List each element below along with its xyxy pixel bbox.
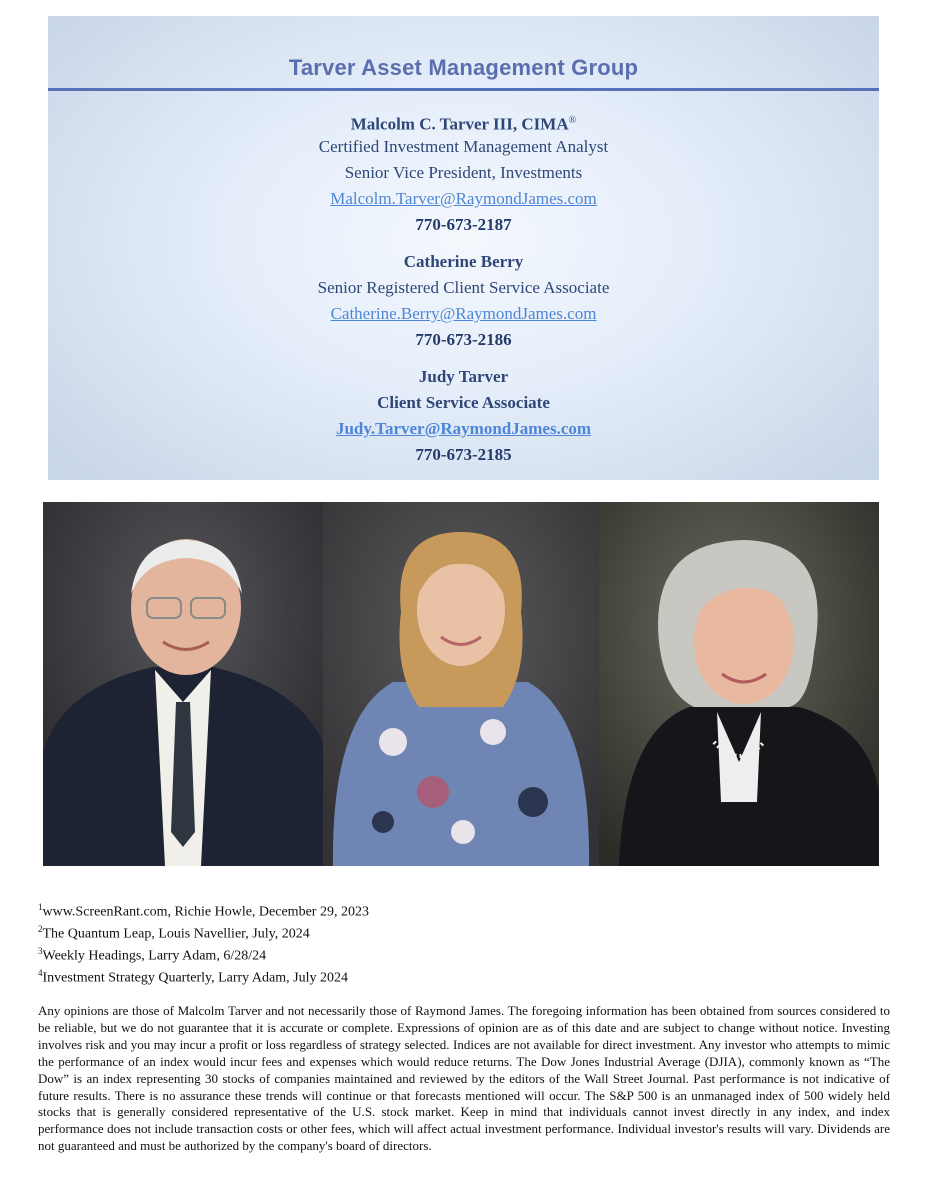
contact-title: Certified Investment Management Analyst [318,137,609,156]
contact-email-link[interactable]: Judy.Tarver@RaymondJames.com [335,419,592,438]
footnote-item: $^3$Weekly Headings, Larry Adam, 6/28/24 [38,946,267,964]
header-divider [48,88,879,91]
footnote-item: $^1$www.ScreenRant.com, Richie Howle, December 29, 2023 [38,902,369,920]
registered-mark: ® [568,115,577,126]
contact-card-malcolm [48,108,879,238]
contact-title: Senior Registered Client Service Associate [317,278,610,297]
contact-card-catherine [48,249,879,353]
disclaimer-text: Any opinions are those of Malcolm Tarver and not necessarily those of Raymond James. The foregoing information has been obtained from sources considered to be reliable, but we do not guarantee that it is accurate or complete. Expressions of opinion are as of this date and are subject to change without notice. Investing involves risk and you may incur a profit or loss regardless of strategy selected. Indices are not available for direct investment. Any investor who attempts to mimic the performance of an index would incur fees and expenses which would reduce returns. The Dow Jones Industrial Average (DJIA), commonly known as “The Dow” is an index representing 30 stocks of companies maintained and reviewed by the editors of the Wall Street Journal. Past performance is not indicative of future results. There is no assurance these trends will continue or that forecasts mentioned will occur. The S&P 500 is an unmanaged index of 500 widely held stocks that is generally considered representative of the U.S. stock market. Keep in mind that individuals cannot invest directly in any index, and index performance does not include transaction costs or other fees, which will affect actual investment performance. Individual investor's results will vary. Dividends are not guaranteed and must be authorized by the company's board of directors. [38,1003,890,1154]
contact-name: Catherine Berry [403,252,524,271]
contact-email-link[interactable]: Malcolm.Tarver@RaymondJames.com [330,189,597,208]
contact-title: Client Service Associate [377,393,550,412]
contact-list [48,108,879,479]
contact-phone: 770-673-2186 [415,330,512,349]
footnote-item: $^4$Investment Strategy Quarterly, Larry Adam, July 2024 [38,968,348,987]
portrait-photo-judy [599,502,879,866]
contact-email-link[interactable]: Catherine.Berry@RaymondJames.com [330,304,597,323]
contact-phone: 770-673-2185 [415,445,512,464]
contact-title: Senior Vice President, Investments [344,163,583,182]
portrait-photo-malcolm [43,502,323,866]
contact-card-judy [48,364,879,468]
portrait-photo-catherine [323,502,599,866]
contact-phone: 770-673-2187 [415,215,512,234]
contact-name: Malcolm C. Tarver III, CIMA® [350,114,577,134]
footnote-item: $^2$The Quantum Leap, Louis Navellier, July, 2024 [38,924,310,942]
contact-header-box [48,16,879,480]
contact-name: Judy Tarver [418,367,509,386]
footnotes [38,899,898,988]
firm-title: Tarver Asset Management Group [288,55,639,80]
